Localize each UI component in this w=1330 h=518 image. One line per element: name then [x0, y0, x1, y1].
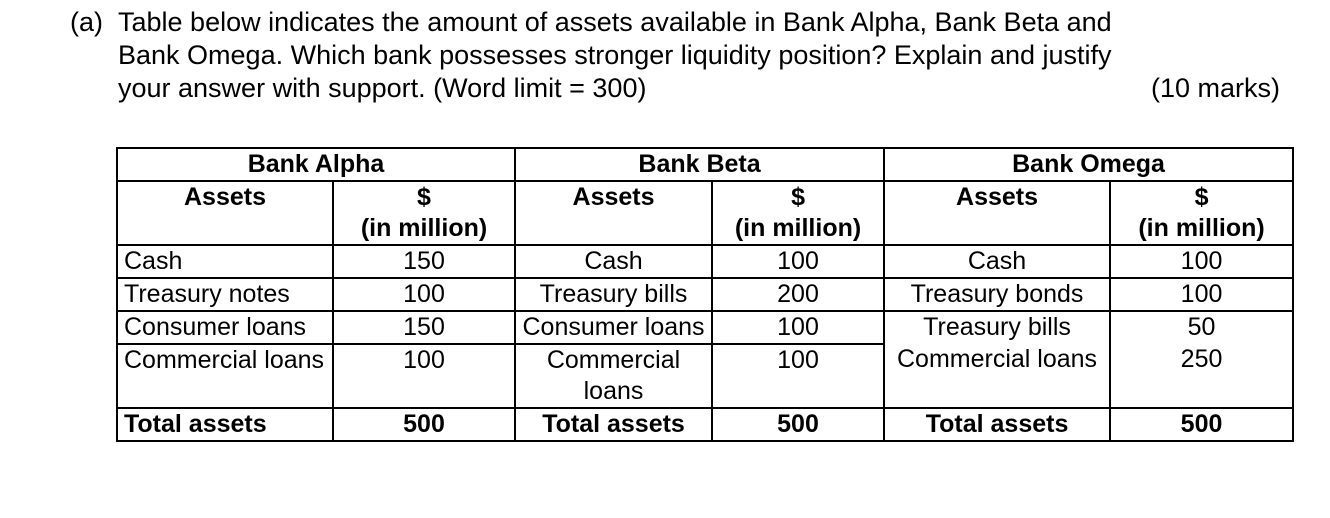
beta-assets-header: Assets — [515, 181, 712, 245]
question-text — [70, 6, 1280, 105]
alpha-value-cell: 100 — [333, 344, 515, 408]
alpha-value-symbol: $ — [417, 183, 431, 211]
assets-table — [116, 147, 1294, 442]
beta-asset-cell: Commercial loans — [515, 344, 712, 408]
question-marks: (10 marks) — [1150, 73, 1280, 103]
alpha-asset-cell: Consumer loans — [117, 311, 333, 344]
table-row — [117, 344, 1293, 408]
question-text-line-3: your answer with support. (Word limit = 300) — [118, 73, 647, 103]
omega-total-value: 500 — [1110, 408, 1293, 441]
beta-value-unit: (in million) — [734, 214, 862, 242]
question-label: (a) — [70, 7, 103, 37]
beta-value-header — [712, 181, 884, 245]
alpha-asset-cell: Commercial loans — [117, 344, 333, 408]
question-line-2 — [70, 39, 1280, 72]
beta-value-cell: 100 — [712, 245, 884, 278]
beta-total-value: 500 — [712, 408, 884, 441]
alpha-total-value: 500 — [333, 408, 515, 441]
omega-value-cell: 100 — [1110, 278, 1293, 311]
question-line-3 — [70, 72, 1280, 105]
beta-total-label: Total assets — [515, 408, 712, 441]
alpha-value-cell: 100 — [333, 278, 515, 311]
omega-value-unit: (in million) — [1138, 214, 1265, 242]
alpha-asset-cell: Cash — [117, 245, 333, 278]
omega-asset-cell: Commercial loans — [884, 344, 1110, 408]
bank-alpha-header: Bank Alpha — [117, 148, 515, 181]
total-row — [117, 408, 1293, 441]
alpha-value-cell: 150 — [333, 245, 515, 278]
omega-asset-cell: Cash — [884, 245, 1110, 278]
table-row — [117, 245, 1293, 278]
omega-asset-cell: Treasury bills — [884, 311, 1110, 344]
bank-beta-header: Bank Beta — [515, 148, 884, 181]
omega-assets-header: Assets — [884, 181, 1110, 245]
omega-value-cell: 100 — [1110, 245, 1293, 278]
bank-omega-header: Bank Omega — [884, 148, 1293, 181]
question-line-1 — [70, 6, 1280, 39]
alpha-assets-header: Assets — [117, 181, 333, 245]
alpha-value-cell: 150 — [333, 311, 515, 344]
omega-value-header — [1110, 181, 1293, 245]
alpha-value-header — [333, 181, 515, 245]
omega-value-cell: 250 — [1110, 344, 1293, 408]
alpha-total-label: Total assets — [117, 408, 333, 441]
beta-value-cell: 100 — [712, 311, 884, 344]
question-text-line-2: Bank Omega. Which bank possesses stronger liquidity position? Explain and justify — [118, 40, 1112, 70]
column-header-row — [117, 181, 1293, 245]
beta-asset-cell: Treasury bills — [515, 278, 712, 311]
bank-header-row — [117, 148, 1293, 181]
beta-asset-cell: Cash — [515, 245, 712, 278]
table-row — [117, 278, 1293, 311]
omega-total-label: Total assets — [884, 408, 1110, 441]
beta-value-cell: 200 — [712, 278, 884, 311]
beta-asset-cell: Consumer loans — [515, 311, 712, 344]
table-row — [117, 311, 1293, 344]
beta-value-symbol: $ — [791, 183, 805, 211]
beta-value-cell: 100 — [712, 344, 884, 408]
alpha-value-unit: (in million) — [360, 214, 488, 242]
question-text-line-1: Table below indicates the amount of assets available in Bank Alpha, Bank Beta and — [118, 7, 1112, 37]
omega-asset-cell: Treasury bonds — [884, 278, 1110, 311]
omega-value-cell: 50 — [1110, 311, 1293, 344]
alpha-asset-cell: Treasury notes — [117, 278, 333, 311]
omega-value-symbol: $ — [1194, 183, 1209, 211]
